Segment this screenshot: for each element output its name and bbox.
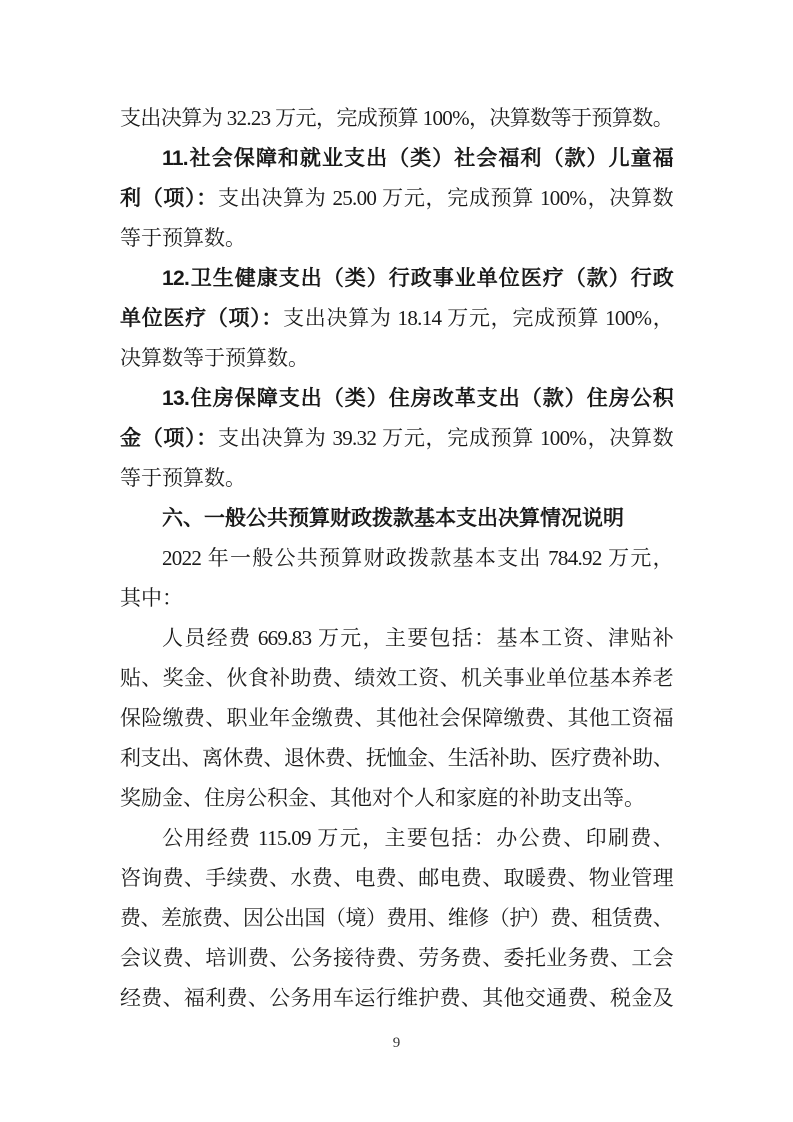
text-segment: 等于预算数。 — [120, 466, 246, 490]
text-segment: 会议费、培训费、公务接待费、劳务费、委托业务费、工会 — [120, 946, 673, 970]
document-line — [120, 138, 673, 178]
document-line — [120, 938, 673, 978]
page-footer — [0, 1032, 793, 1054]
document-line — [120, 618, 673, 658]
text-segment-bold: 11.社会保障和就业支出（类）社会福利（款）儿童福 — [162, 147, 673, 170]
document-line — [120, 258, 673, 298]
document-line — [120, 338, 673, 378]
text-segment: 其中： — [120, 586, 183, 610]
text-segment: 人员经费 669.83 万元，主要包括：基本工资、津贴补 — [162, 626, 673, 650]
document-line — [120, 178, 673, 218]
text-segment-bold: 金（项）： — [120, 427, 218, 450]
text-segment: 奖励金、住房公积金、其他对个人和家庭的补助支出等。 — [120, 786, 645, 810]
text-segment: 费、差旅费、因公出国（境）费用、维修（护）费、租赁费、 — [120, 906, 673, 930]
document-line — [120, 378, 673, 418]
text-segment-bold: 利（项）： — [120, 187, 218, 210]
text-segment: 保险缴费、职业年金缴费、其他社会保障缴费、其他工资福 — [120, 706, 673, 730]
text-segment-bold: 六、一般公共预算财政拨款基本支出决算情况说明 — [162, 507, 624, 530]
document-line — [120, 818, 673, 858]
text-segment-bold: 13.住房保障支出（类）住房改革支出（款）住房公积 — [162, 387, 673, 410]
document-line — [120, 498, 673, 538]
text-segment: 贴、奖金、伙食补助费、绩效工资、机关事业单位基本养老 — [120, 666, 673, 690]
text-segment: 2022 年一般公共预算财政拨款基本支出 784.92 万元， — [162, 546, 673, 570]
document-line — [120, 458, 673, 498]
document-line — [120, 218, 673, 258]
document-body — [120, 98, 673, 1018]
text-segment: 等于预算数。 — [120, 226, 246, 250]
document-line — [120, 578, 673, 618]
document-line — [120, 778, 673, 818]
document-line — [120, 898, 673, 938]
text-segment: 支出决算为 18.14 万元，完成预算 100%， — [283, 306, 673, 330]
text-segment: 支出决算为 25.00 万元，完成预算 100%，决算数 — [218, 186, 673, 210]
text-segment: 决算数等于预算数。 — [120, 346, 309, 370]
text-segment: 经费、福利费、公务用车运行维护费、其他交通费、税金及 — [120, 986, 673, 1010]
document-line — [120, 738, 673, 778]
document-line — [120, 298, 673, 338]
text-segment-bold: 12.卫生健康支出（类）行政事业单位医疗（款）行政 — [162, 267, 673, 290]
text-segment: 咨询费、手续费、水费、电费、邮电费、取暖费、物业管理 — [120, 866, 673, 890]
page-number: 9 — [392, 1035, 401, 1051]
text-segment: 公用经费 115.09 万元，主要包括：办公费、印刷费、 — [162, 826, 673, 850]
document-line — [120, 978, 673, 1018]
document-line — [120, 858, 673, 898]
document-line — [120, 98, 673, 138]
document-line — [120, 658, 673, 698]
text-segment: 支出决算为 39.32 万元，完成预算 100%，决算数 — [218, 426, 673, 450]
text-segment-bold: 单位医疗（项）： — [120, 307, 284, 330]
document-line — [120, 538, 673, 578]
document-line — [120, 698, 673, 738]
document-line — [120, 418, 673, 458]
text-segment: 支出决算为 32.23 万元，完成预算 100%，决算数等于预算数。 — [120, 106, 673, 130]
text-segment: 利支出、离休费、退休费、抚恤金、生活补助、医疗费补助、 — [120, 746, 673, 770]
